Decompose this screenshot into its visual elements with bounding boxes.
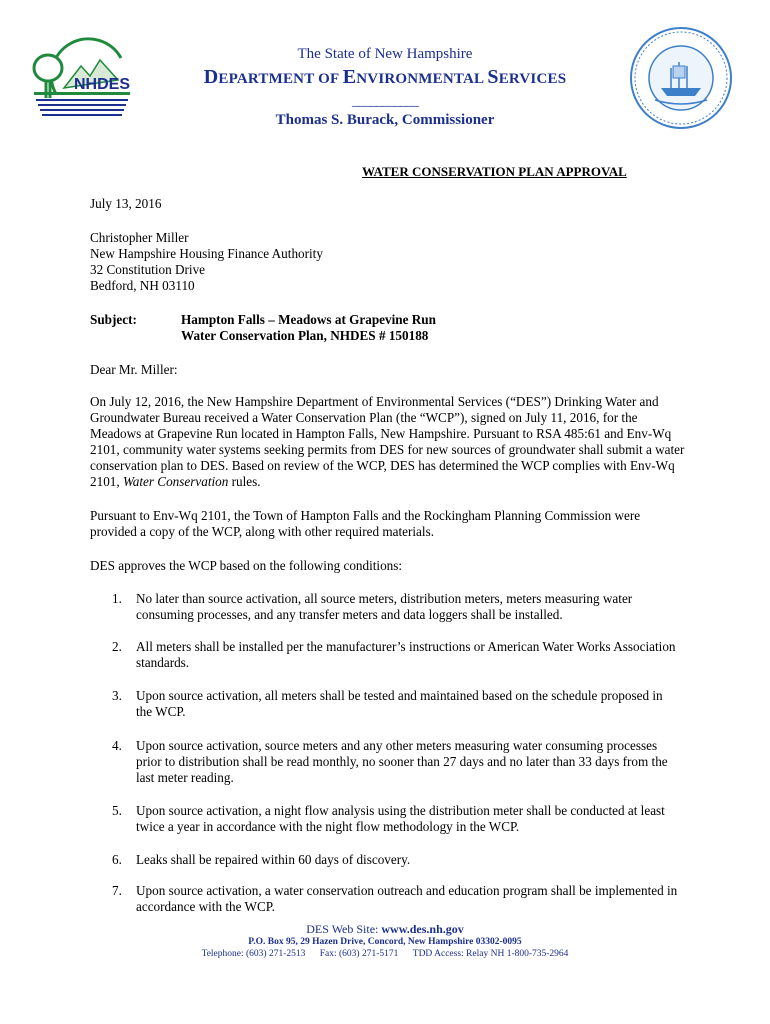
condition-number: 3. [112, 688, 122, 703]
subject-label: Subject: [90, 312, 137, 327]
recipient-city: Bedford, NH 03110 [90, 278, 195, 293]
subject-line-2: Water Conservation Plan, NHDES # 150188 [181, 328, 429, 343]
subject-block [181, 312, 436, 344]
salutation: Dear Mr. Miller: [90, 362, 178, 377]
condition-text: Upon source activation, all meters shall be tested and maintained based on the schedule proposed in the WCP. [136, 688, 663, 719]
condition-text: Leaks shall be repaired within 60 days of discovery. [136, 852, 411, 867]
footer-fax: Fax: (603) 271-5171 [319, 949, 399, 959]
footer-tdd: TDD Access: Relay NH 1-800-735-2964 [412, 949, 569, 959]
condition-text: No later than source activation, all source meters, distribution meters, meters measuring water consuming processes, and any transfer meters and data loggers shall be installed. [136, 591, 633, 622]
paragraph-1-text: On July 12, 2016, the New Hampshire Department of Environmental Services (“DES”) Drinking Water and Groundwater Bureau received a Water Conservation Plan (the “WCP”), signed on July 11, 2016, for the Meadows at Grapevine Run located in Hampton Falls, New Hampshire. Pursuant to RSA 485:61 and Env-Wq 2101, community water systems seeking permits from DES for new sources of groundwater shall submit a water conservation plan to DES. Based on review of the WCP, DES has determined the WCP complies with Env-Wq 2101, [90, 394, 685, 489]
dept-word-environmental: NVIRONMENTAL [356, 71, 488, 87]
condition-number: 7. [112, 883, 122, 898]
paragraph-1-italic: Water Conservation [122, 474, 229, 489]
recipient-org: New Hampshire Housing Finance Authority [90, 246, 323, 261]
dept-word-services: ERVICES [498, 71, 567, 87]
document-title: WATER CONSERVATION PLAN APPROVAL [362, 164, 627, 179]
condition-number: 1. [112, 591, 122, 606]
condition-text: All meters shall be installed per the manufacturer’s instructions or American Water Works Association standards. [136, 639, 676, 670]
website-label: DES Web Site: [306, 922, 382, 936]
condition-text: Upon source activation, source meters and any other meters measuring water consuming processes prior to distribution shall be read monthly, no sooner than 27 days and no later than 33 days from the last meter reading. [136, 738, 668, 785]
recipient-name: Christopher Miller [90, 230, 189, 245]
dept-word-department-of: EPARTMENT OF [218, 71, 343, 87]
condition-number: 2. [112, 639, 122, 654]
paragraph-1-end: rules. [228, 474, 261, 489]
dept-letter-d: D [203, 66, 219, 88]
letter-date: July 13, 2016 [90, 196, 162, 211]
footer-contacts [0, 949, 770, 959]
footer-telephone: Telephone: (603) 271-2513 [201, 949, 306, 959]
condition-text: Upon source activation, a night flow analysis using the distribution meter shall be conducted at least twice a year in accordance with the night flow methodology in the WCP. [136, 803, 665, 834]
recipient-street: 32 Constitution Drive [90, 262, 206, 277]
footer-address: P.O. Box 95, 29 Hazen Drive, Concord, New Hampshire 03302-0095 [248, 937, 522, 947]
header-rule: ___________ [352, 94, 418, 109]
dept-letter-s: S [487, 66, 499, 88]
state-name: The State of New Hampshire [297, 46, 473, 62]
website-link[interactable]: www.des.nh.gov [381, 922, 464, 936]
commissioner-name: Thomas S. Burack, Commissioner [275, 112, 495, 128]
condition-number: 6. [112, 852, 122, 867]
paragraph-2: Pursuant to Env-Wq 2101, the Town of Hampton Falls and the Rockingham Planning Commission were provided a copy of the WCP, along with other required materials. [90, 508, 641, 539]
condition-text: Upon source activation, a water conservation outreach and education program shall be implemented in accordance with the WCP. [136, 883, 678, 914]
paragraph-3: DES approves the WCP based on the following conditions: [90, 558, 403, 573]
condition-number: 4. [112, 738, 122, 753]
department-name [0, 66, 770, 89]
condition-number: 5. [112, 803, 122, 818]
logo-text: NHDES [74, 76, 131, 93]
dept-letter-e: E [342, 66, 357, 88]
subject-line-1: Hampton Falls – Meadows at Grapevine Run [181, 312, 436, 327]
recipient-block [90, 230, 690, 294]
footer-website [0, 922, 770, 937]
paragraph-1 [90, 394, 690, 490]
